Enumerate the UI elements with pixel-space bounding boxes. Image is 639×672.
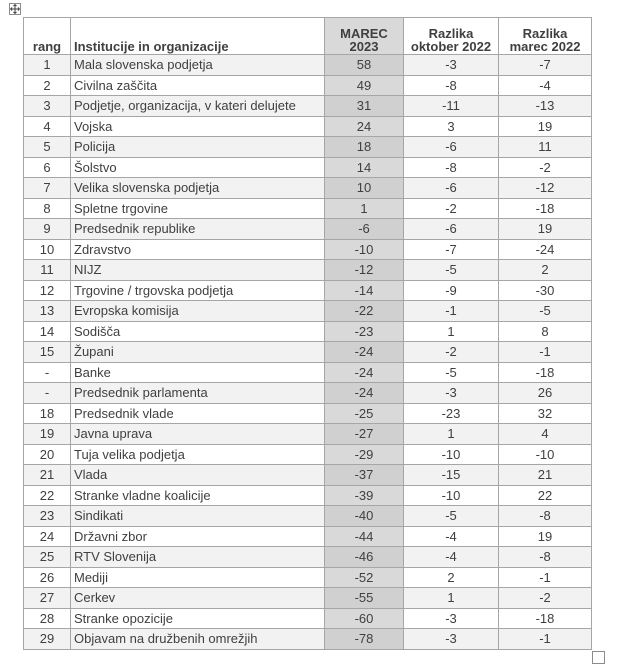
cell-institution: Šolstvo: [71, 157, 325, 178]
cell-diff-march-2022: 19: [499, 219, 592, 240]
cell-institution: Banke: [71, 362, 325, 383]
cell-rang: 5: [24, 137, 71, 158]
cell-institution: NIJZ: [71, 260, 325, 281]
table-header-row: [24, 18, 592, 55]
cell-diff-march-2022: 19: [499, 526, 592, 547]
table-row: [24, 157, 592, 178]
cell-marec-2023: -10: [325, 239, 404, 260]
cell-rang: 22: [24, 485, 71, 506]
cell-diff-march-2022: 19: [499, 116, 592, 137]
cell-diff-march-2022: -8: [499, 547, 592, 568]
cell-diff-october-2022: -5: [404, 260, 499, 281]
cell-diff-march-2022: -1: [499, 342, 592, 363]
cell-marec-2023: 49: [325, 75, 404, 96]
cell-rang: -: [24, 362, 71, 383]
cell-marec-2023: -39: [325, 485, 404, 506]
table-row: [24, 116, 592, 137]
cell-rang: 8: [24, 198, 71, 219]
cell-marec-2023: -37: [325, 465, 404, 486]
cell-diff-october-2022: -4: [404, 526, 499, 547]
cell-marec-2023: -24: [325, 383, 404, 404]
cell-marec-2023: -24: [325, 362, 404, 383]
cell-institution: Policija: [71, 137, 325, 158]
cell-rang: 4: [24, 116, 71, 137]
cell-diff-march-2022: -1: [499, 567, 592, 588]
table-row: [24, 178, 592, 199]
table-row: [24, 198, 592, 219]
table-row: [24, 465, 592, 486]
cell-diff-october-2022: -7: [404, 239, 499, 260]
cell-diff-march-2022: -5: [499, 301, 592, 322]
header-marec-line2: 2023: [349, 39, 379, 54]
cell-institution: Državni zbor: [71, 526, 325, 547]
table-row: [24, 424, 592, 445]
cell-diff-october-2022: 1: [404, 321, 499, 342]
cell-diff-march-2022: -30: [499, 280, 592, 301]
cell-diff-october-2022: -10: [404, 444, 499, 465]
cell-rang: 12: [24, 280, 71, 301]
cell-institution: Sodišča: [71, 321, 325, 342]
cell-institution: Civilna zaščita: [71, 75, 325, 96]
cell-diff-march-2022: 21: [499, 465, 592, 486]
table-row: [24, 547, 592, 568]
cell-diff-march-2022: -8: [499, 506, 592, 527]
cell-marec-2023: 24: [325, 116, 404, 137]
cell-rang: 26: [24, 567, 71, 588]
cell-rang: 6: [24, 157, 71, 178]
cell-rang: 10: [24, 239, 71, 260]
cell-diff-october-2022: -3: [404, 55, 499, 76]
cell-diff-march-2022: 26: [499, 383, 592, 404]
table-row: [24, 239, 592, 260]
cell-rang: 11: [24, 260, 71, 281]
header-mar22-line2: marec 2022: [509, 39, 581, 54]
cell-marec-2023: 10: [325, 178, 404, 199]
header-mar22-line1: Razlika: [522, 26, 568, 41]
header-okt-line1: Razlika: [428, 26, 474, 41]
table-row: [24, 567, 592, 588]
cell-marec-2023: -12: [325, 260, 404, 281]
cell-diff-march-2022: 8: [499, 321, 592, 342]
cell-diff-october-2022: -11: [404, 96, 499, 117]
cell-diff-march-2022: -13: [499, 96, 592, 117]
table-row: [24, 588, 592, 609]
header-marec-line1: MAREC: [340, 26, 388, 41]
cell-diff-march-2022: -4: [499, 75, 592, 96]
cell-institution: Objavam na družbenih omrežjih: [71, 629, 325, 650]
cell-marec-2023: -52: [325, 567, 404, 588]
cell-marec-2023: 31: [325, 96, 404, 117]
table-row: [24, 96, 592, 117]
table-row: [24, 260, 592, 281]
cell-institution: Sindikati: [71, 506, 325, 527]
cell-marec-2023: -46: [325, 547, 404, 568]
cell-diff-march-2022: 22: [499, 485, 592, 506]
table-row: [24, 485, 592, 506]
header-diff-march-2022: [499, 18, 592, 55]
cell-diff-october-2022: -3: [404, 608, 499, 629]
table-row: [24, 280, 592, 301]
cell-institution: Stranke vladne koalicije: [71, 485, 325, 506]
cell-institution: Zdravstvo: [71, 239, 325, 260]
cell-diff-october-2022: -8: [404, 75, 499, 96]
cell-marec-2023: -23: [325, 321, 404, 342]
cell-marec-2023: 58: [325, 55, 404, 76]
cell-marec-2023: -24: [325, 342, 404, 363]
table-body: [24, 55, 592, 650]
cell-diff-october-2022: -6: [404, 219, 499, 240]
cell-diff-october-2022: 1: [404, 424, 499, 445]
cell-institution: Tuja velika podjetja: [71, 444, 325, 465]
table-row: [24, 629, 592, 650]
header-diff-october-2022: [404, 18, 499, 55]
cell-rang: 28: [24, 608, 71, 629]
cell-diff-october-2022: -5: [404, 506, 499, 527]
cell-rang: 24: [24, 526, 71, 547]
cell-institution: Velika slovenska podjetja: [71, 178, 325, 199]
cell-institution: Župani: [71, 342, 325, 363]
cell-institution: Predsednik republike: [71, 219, 325, 240]
cell-diff-october-2022: -6: [404, 137, 499, 158]
cell-diff-march-2022: -1: [499, 629, 592, 650]
cell-marec-2023: -40: [325, 506, 404, 527]
cell-diff-march-2022: -18: [499, 362, 592, 383]
cell-institution: Trgovine / trgovska podjetja: [71, 280, 325, 301]
cell-institution: Predsednik parlamenta: [71, 383, 325, 404]
cell-rang: 7: [24, 178, 71, 199]
cell-rang: 27: [24, 588, 71, 609]
cell-diff-october-2022: -10: [404, 485, 499, 506]
cell-institution: RTV Slovenija: [71, 547, 325, 568]
table-row: [24, 75, 592, 96]
cell-marec-2023: 1: [325, 198, 404, 219]
cell-rang: 15: [24, 342, 71, 363]
cell-marec-2023: -25: [325, 403, 404, 424]
cell-institution: Podjetje, organizacija, v kateri delujete: [71, 96, 325, 117]
table-row: [24, 403, 592, 424]
table-row: [24, 137, 592, 158]
cell-diff-march-2022: -18: [499, 608, 592, 629]
cell-diff-october-2022: -6: [404, 178, 499, 199]
cell-marec-2023: -6: [325, 219, 404, 240]
cell-marec-2023: -14: [325, 280, 404, 301]
cell-rang: 3: [24, 96, 71, 117]
cell-diff-october-2022: -2: [404, 198, 499, 219]
cell-rang: 29: [24, 629, 71, 650]
cell-institution: Vlada: [71, 465, 325, 486]
table-row: [24, 506, 592, 527]
cell-diff-october-2022: 1: [404, 588, 499, 609]
cell-rang: 19: [24, 424, 71, 445]
table-move-handle-icon[interactable]: [9, 3, 21, 15]
cell-diff-october-2022: -2: [404, 342, 499, 363]
cell-marec-2023: -60: [325, 608, 404, 629]
cell-rang: 21: [24, 465, 71, 486]
cell-institution: Spletne trgovine: [71, 198, 325, 219]
table-row: [24, 383, 592, 404]
cell-rang: 25: [24, 547, 71, 568]
cell-marec-2023: -29: [325, 444, 404, 465]
cell-marec-2023: 14: [325, 157, 404, 178]
cell-diff-march-2022: 32: [499, 403, 592, 424]
cell-diff-march-2022: 4: [499, 424, 592, 445]
trust-table: [23, 17, 592, 650]
header-institution: Institucije in organizacije: [71, 18, 325, 55]
table-row: [24, 55, 592, 76]
table-row: [24, 301, 592, 322]
cell-rang: 13: [24, 301, 71, 322]
cell-diff-october-2022: -23: [404, 403, 499, 424]
cell-diff-october-2022: -5: [404, 362, 499, 383]
cell-diff-march-2022: -10: [499, 444, 592, 465]
cell-diff-march-2022: 2: [499, 260, 592, 281]
header-marec-2023: [325, 18, 404, 55]
cell-marec-2023: -44: [325, 526, 404, 547]
table-row: [24, 321, 592, 342]
cell-rang: -: [24, 383, 71, 404]
cell-marec-2023: -27: [325, 424, 404, 445]
cell-institution: Evropska komisija: [71, 301, 325, 322]
cell-institution: Stranke opozicije: [71, 608, 325, 629]
cell-rang: 23: [24, 506, 71, 527]
cell-diff-october-2022: -3: [404, 629, 499, 650]
cell-rang: 18: [24, 403, 71, 424]
table-resize-handle[interactable]: [592, 651, 605, 664]
cell-marec-2023: -78: [325, 629, 404, 650]
table-row: [24, 608, 592, 629]
cell-marec-2023: 18: [325, 137, 404, 158]
cell-diff-march-2022: -2: [499, 157, 592, 178]
cell-diff-october-2022: -9: [404, 280, 499, 301]
cell-rang: 1: [24, 55, 71, 76]
cell-diff-march-2022: -18: [499, 198, 592, 219]
cell-rang: 20: [24, 444, 71, 465]
table-row: [24, 342, 592, 363]
cell-institution: Vojska: [71, 116, 325, 137]
cell-diff-march-2022: -24: [499, 239, 592, 260]
cell-marec-2023: -55: [325, 588, 404, 609]
table-row: [24, 526, 592, 547]
cell-institution: Mediji: [71, 567, 325, 588]
cell-diff-march-2022: -12: [499, 178, 592, 199]
header-rang: rang: [24, 18, 71, 55]
cell-diff-october-2022: -3: [404, 383, 499, 404]
header-okt-line2: oktober 2022: [410, 39, 492, 54]
cell-rang: 14: [24, 321, 71, 342]
cell-rang: 2: [24, 75, 71, 96]
cell-diff-october-2022: -1: [404, 301, 499, 322]
cell-diff-october-2022: -8: [404, 157, 499, 178]
cell-diff-march-2022: 11: [499, 137, 592, 158]
table-row: [24, 444, 592, 465]
cell-institution: Predsednik vlade: [71, 403, 325, 424]
cell-diff-march-2022: -2: [499, 588, 592, 609]
table-row: [24, 362, 592, 383]
cell-diff-october-2022: -4: [404, 547, 499, 568]
table-row: [24, 219, 592, 240]
cell-institution: Mala slovenska podjetja: [71, 55, 325, 76]
cell-diff-october-2022: -15: [404, 465, 499, 486]
cell-institution: Javna uprava: [71, 424, 325, 445]
cell-marec-2023: -22: [325, 301, 404, 322]
cell-rang: 9: [24, 219, 71, 240]
cell-diff-october-2022: 2: [404, 567, 499, 588]
cell-institution: Cerkev: [71, 588, 325, 609]
cell-diff-october-2022: 3: [404, 116, 499, 137]
cell-diff-march-2022: -7: [499, 55, 592, 76]
